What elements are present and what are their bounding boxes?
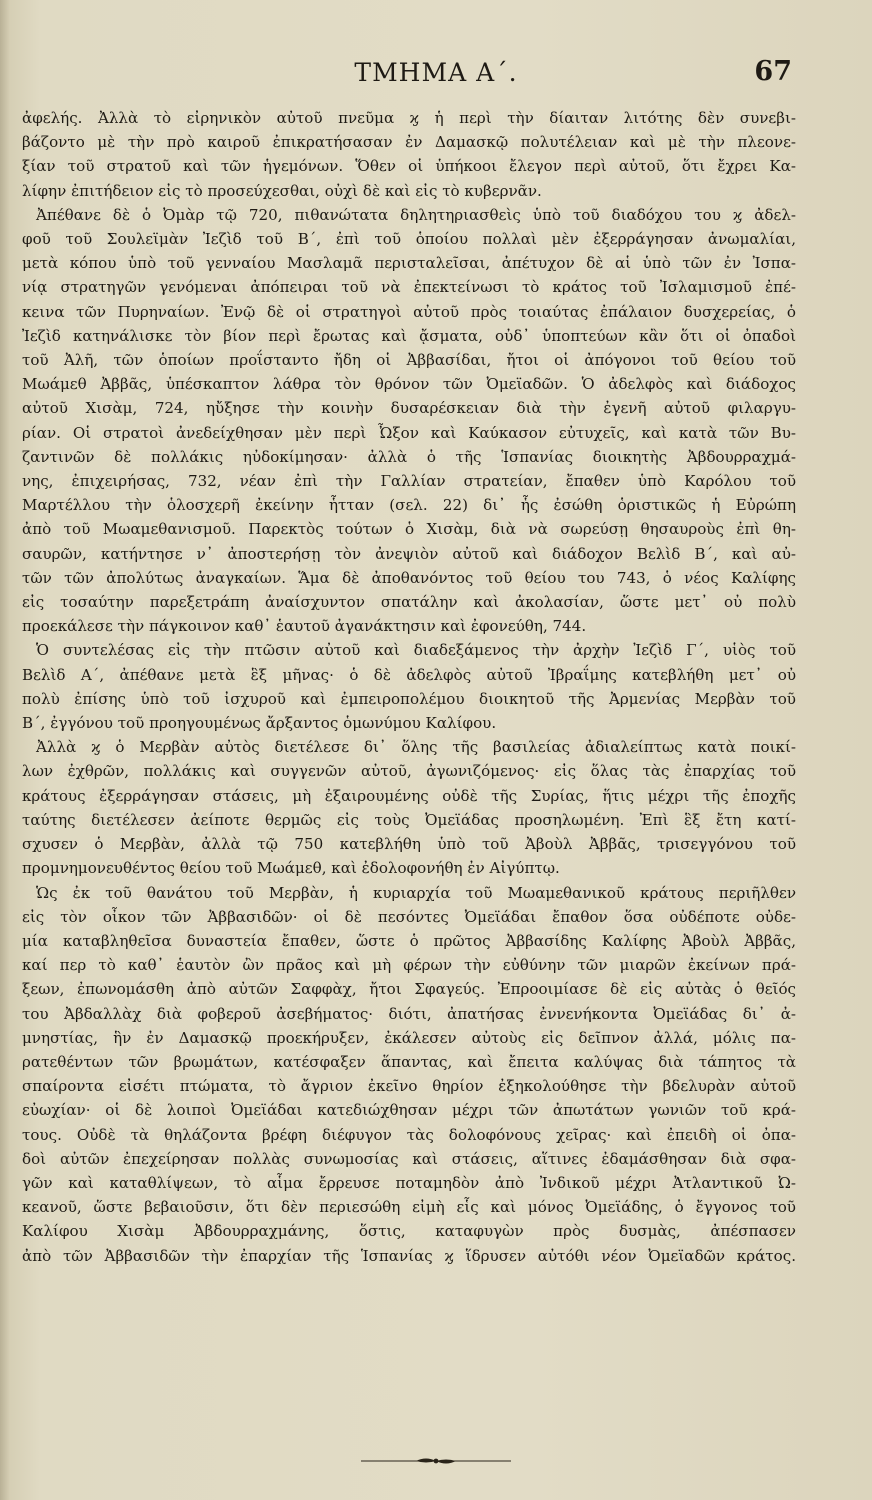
- text-line: πολὺ ἐπίσης ὑπὸ τοῦ ἰσχυροῦ καὶ ἐμπειροπολέμου διοικητοῦ τῆς Ἀρμενίας Μερβὰν τοῦ: [22, 689, 796, 708]
- text-line: λων ἐχθρῶν, πολλάκις καὶ συγγενῶν αὐτοῦ, ἀγωνιζόμενος· εἰς ὅλας τὰς ἐπαρχίας τοῦ: [22, 762, 796, 781]
- text-line: ρατεθέντων τῶν βρωμάτων, κατέσφαξεν ἅπαντας, καὶ ἔπειτα καλύψας διὰ τάπητος τὰ: [22, 1052, 796, 1071]
- text-line: καί περ τὸ καθ᾽ ἑαυτὸν ὢν πρᾶος καὶ μὴ φέρων τὴν εὐθύνην τῶν μιαρῶν ἐκείνων πρά-: [22, 956, 796, 975]
- text-line: κεινα τῶν Πυρηναίων. Ἐνῷ δὲ οἱ στρατηγοὶ αὐτοῦ πρὸς τοιαύτας ἐπάλαιον δυσχερείας, ὁ: [22, 302, 796, 321]
- text-line: φοῦ τοῦ Σουλεϊμὰν Ἰεζὶδ τοῦ Β΄, ἐπὶ τοῦ ὁποίου πολλαὶ μὲν ἐξερράγησαν ἀνωμαλίαι,: [22, 230, 796, 249]
- page-number: 67: [754, 56, 792, 87]
- text-line: ἀπὸ τοῦ Μωαμεθανισμοῦ. Παρεκτὸς τούτων ὁ Χισὰμ, διὰ νὰ σωρεύσῃ θησαυροὺς ἐπὶ θη-: [22, 520, 796, 539]
- text-line: ρίαν. Οἱ στρατοὶ ἀνεδείχθησαν μὲν περὶ Ὦξον καὶ Καύκασον εὐτυχεῖς, καὶ κατὰ τῶν Βυ-: [22, 423, 796, 442]
- text-line: νης, ἐπιχειρήσας, 732, νέαν ἐπὶ τὴν Γαλλίαν στρατείαν, ἔπαθεν ὑπὸ Καρόλου τοῦ: [22, 472, 796, 491]
- text-line: νίᾳ στρατηγῶν γενόμεναι ἀπόπειραι τοῦ νὰ ἐπεκτείνωσι τὸ κράτος τοῦ Ἰσλαμισμοῦ ἐπέ-: [22, 278, 796, 297]
- text-line: ξεων, ἐπωνομάσθη ἀπὸ αὐτῶν Σαφφὰχ, ἤτοι Σφαγεύς. Ἐπροοιμίασε δὲ εἰς αὐτὰς ὁ θεῖός: [22, 980, 796, 999]
- text-line: μνηστίας, ἣν ἐν Δαμασκῷ προεκήρυξεν, ἐκάλεσεν αὐτοὺς εἰς δεῖπνον ἀλλά, μόλις πα-: [22, 1028, 796, 1047]
- text-line: Ἀπέθανε δὲ ὁ Ὀμὰρ τῷ 720, πιθανώτατα δηλητηριασθεὶς ὑπὸ τοῦ διαδόχου του ϗ ἀδελ-: [36, 205, 796, 224]
- text-line: Β΄, ἐγγόνου τοῦ προηγουμένως ἄρξαντος ὁμωνύμου Καλίφου.: [22, 714, 497, 733]
- text-line: εἰς τὸν οἶκον τῶν Ἀββασιδῶν· οἱ δὲ πεσόντες Ὀμεϊάδαι ἔπαθον ὅσα οὐδέποτε οὐδε-: [22, 907, 796, 926]
- text-line: Καλίφου Χισὰμ Ἀβδουρραχμάνης, ὅστις, καταφυγὼν πρὸς δυσμὰς, ἀπέσπασεν: [22, 1222, 796, 1241]
- text-line: Ὡς ἐκ τοῦ θανάτου τοῦ Μερβὰν, ἡ κυριαρχία τοῦ Μωαμεθανικοῦ κράτους περιῆλθεν: [36, 883, 796, 902]
- body-text: [22, 106, 796, 1268]
- text-line: μετὰ κόπου ὑπὸ τοῦ γενναίου Μασλαμᾶ περισταλεῖσαι, ἀπέτυχον δὲ αἱ ὑπὸ τῶν ἐν Ἰσπα-: [22, 254, 796, 273]
- text-line: Βελὶδ Α΄, ἀπέθανε μετὰ ἓξ μῆνας· ὁ δὲ ἀδελφὸς αὐτοῦ Ἰβραΐμης κατεβλήθη μετ᾽ οὐ: [22, 665, 796, 684]
- running-title: ΤΜΗΜΑ Α΄.: [354, 58, 518, 87]
- text-line: κράτους ἐξερράγησαν στάσεις, μὴ ἐξαιρουμένης οὐδὲ τῆς Συρίας, ἥτις μέχρι τῆς ἐποχῆς: [22, 786, 796, 805]
- text-line: Ἰεζὶδ κατηνάλισκε τὸν βίον περὶ ἔρωτας καὶ ᾄσματα, οὐδ᾽ ὑποπτεύων κἂν ὅτι οἱ ὀπαδοὶ: [22, 326, 796, 345]
- text-line: ξίαν τοῦ στρατοῦ καὶ τῶν ἡγεμόνων. Ὅθεν οἱ ὑπήκοοι ἔλεγον περὶ αὐτοῦ, ὅτι ἔχρει Κα-: [22, 157, 796, 176]
- text-line: Μαρτέλλου τὴν ὁλοσχερῆ ἐκείνην ἧτταν (σελ. 22) δι᾽ ἧς ἐσώθη ὁριστικῶς ἡ Εὐρώπη: [22, 496, 796, 515]
- text-line: μία καταβληθεῖσα δυναστεία ἔπαθεν, ὥστε ὁ πρῶτος Ἀββασίδης Καλίφης Ἀβοὺλ Ἀββᾶς,: [22, 931, 796, 950]
- text-line: τους. Οὐδὲ τὰ θηλάζοντα βρέφη διέφυγον τὰς δολοφόνους χεῖρας· καὶ ἐπειδὴ οἱ ὀπα-: [22, 1125, 796, 1144]
- text-line: σπαίροντα εἰσέτι πτώματα, τὸ ἄγριον ἐκεῖνο θηρίον ἐξηκολούθησε τὴν βδελυρὰν αὐτοῦ: [22, 1077, 796, 1096]
- text-line: αὐτοῦ Χισὰμ, 724, ηὔξησε τὴν κοινὴν δυσαρέσκειαν διὰ τὴν ἐγενῆ αὐτοῦ φιλαργυ-: [22, 399, 796, 418]
- end-ornament: [0, 1456, 872, 1466]
- text-line: Ὁ συντελέσας εἰς τὴν πτῶσιν αὐτοῦ καὶ διαδεξάμενος τὴν ἀρχὴν Ἰεζὶδ Γ΄, υἱὸς τοῦ: [36, 641, 796, 660]
- text-line: σαυρῶν, κατήντησε ν᾽ ἀποστερήσῃ τὸν ἀνεψιὸν αὐτοῦ καὶ διάδοχον Βελὶδ Β΄, καὶ αὐ-: [22, 544, 796, 563]
- text-line: Ἀλλὰ ϗ ὁ Μερβὰν αὐτὸς διετέλεσε δι᾽ ὅλης τῆς βασιλείας ἀδιαλείπτως κατὰ ποικί-: [36, 738, 796, 757]
- text-line: δοὶ αὐτῶν ἐπεχείρησαν πολλὰς συνωμοσίας καὶ στάσεις, αἵτινες ἐδαμάσθησαν διὰ σφα-: [22, 1149, 796, 1168]
- text-line: ταύτης διετέλεσεν ἀείποτε θερμῶς εἰς τοὺς Ὀμεϊάδας προσηλωμένη. Ἐπὶ ἓξ ἔτη κατί-: [22, 810, 796, 829]
- text-line: ἀπὸ τῶν Ἀββασιδῶν τὴν ἐπαρχίαν τῆς Ἱσπανίας ϗ ἵδρυσεν αὐτόθι νέον Ὀμεϊαδῶν κράτος.: [22, 1246, 796, 1265]
- text-line: σχυσεν ὁ Μερβὰν, ἀλλὰ τῷ 750 κατεβλήθη ὑπὸ τοῦ Ἀβοὺλ Ἀββᾶς, τρισεγγόνου τοῦ: [22, 835, 796, 854]
- page-binding-edge: [0, 0, 10, 1500]
- text-line: Μωάμεθ Ἀββᾶς, ὑπέσκαπτον λάθρα τὸν θρόνον τῶν Ὀμεϊαδῶν. Ὁ ἀδελφὸς καὶ διάδοχος: [22, 375, 796, 394]
- text-line: βάζοντο μὲ τὴν πρὸ καιροῦ ἐπικρατήσασαν ἐν Δαμασκῷ πολυτέλειαν καὶ μὲ τὴν πλεονε-: [22, 133, 796, 152]
- text-line: προεκάλεσε τὴν πάγκοινον καθ᾽ ἑαυτοῦ ἀγανάκτησιν καὶ ἐφονεύθη, 744.: [22, 617, 587, 636]
- page-header: [0, 58, 872, 98]
- text-line: εὐωχίαν· οἱ δὲ λοιποὶ Ὀμεϊάδαι κατεδιώχθησαν μέχρι τῶν ἀπωτάτων γωνιῶν τοῦ κρά-: [22, 1101, 796, 1120]
- text-line: ζαντινῶν δὲ πολλάκις ηὐδοκίμησαν· ἀλλὰ ὁ τῆς Ἱσπανίας διοικητὴς Ἀβδουρραχμά-: [22, 447, 796, 466]
- text-line: τοῦ Ἀλῆ, τῶν ὁποίων προΐσταντο ἤδη οἱ Ἀββασίδαι, ἤτοι οἱ ἀπόγονοι τοῦ θείου τοῦ: [22, 351, 796, 370]
- text-line: του Ἀβδαλλὰχ διὰ φοβεροῦ ἀσεβήματος· διότι, ἀπατήσας ἐννενήκοντα Ὀμεϊάδας δι᾽ ἀ-: [22, 1004, 796, 1023]
- text-line: εἰς τοσαύτην παρεξετράπη ἀναίσχυντον σπατάλην καὶ ἀκολασίαν, ὥστε μετ᾽ οὐ πολὺ: [22, 593, 796, 612]
- text-line: τῶν τῶν ἀπολύτως ἀναγκαίων. Ἅμα δὲ ἀποθανόντος τοῦ θείου του 743, ὁ νέος Καλίφης: [22, 568, 796, 587]
- text-line: λίφην ἐπιτήδειον εἰς τὸ προσεύχεσθαι, οὐχὶ δὲ καὶ εἰς τὸ κυβερνᾶν.: [22, 181, 542, 200]
- text-line: γῶν καὶ καταθλίψεων, τὸ αἷμα ἔρρευσε ποταμηδὸν ἀπὸ Ἰνδικοῦ μέχρι Ἀτλαντικοῦ Ὠ-: [22, 1173, 796, 1192]
- text-line: κεανοῦ, ὥστε βεβαιοῦσιν, ὅτι δὲν περιεσώθη εἰμὴ εἷς καὶ μόνος Ὀμεϊάδης, ὁ ἔγγονος τοῦ: [22, 1198, 796, 1217]
- text-line: προμνημονευθέντος θείου τοῦ Μωάμεθ, καὶ ἐδολοφονήθη ἐν Αἰγύπτῳ.: [22, 859, 560, 878]
- text-line: ἀφελής. Ἀλλὰ τὸ εἰρηνικὸν αὐτοῦ πνεῦμα ϗ ἡ περὶ τὴν δίαιταν λιτότης δὲν συνεβι-: [22, 109, 796, 127]
